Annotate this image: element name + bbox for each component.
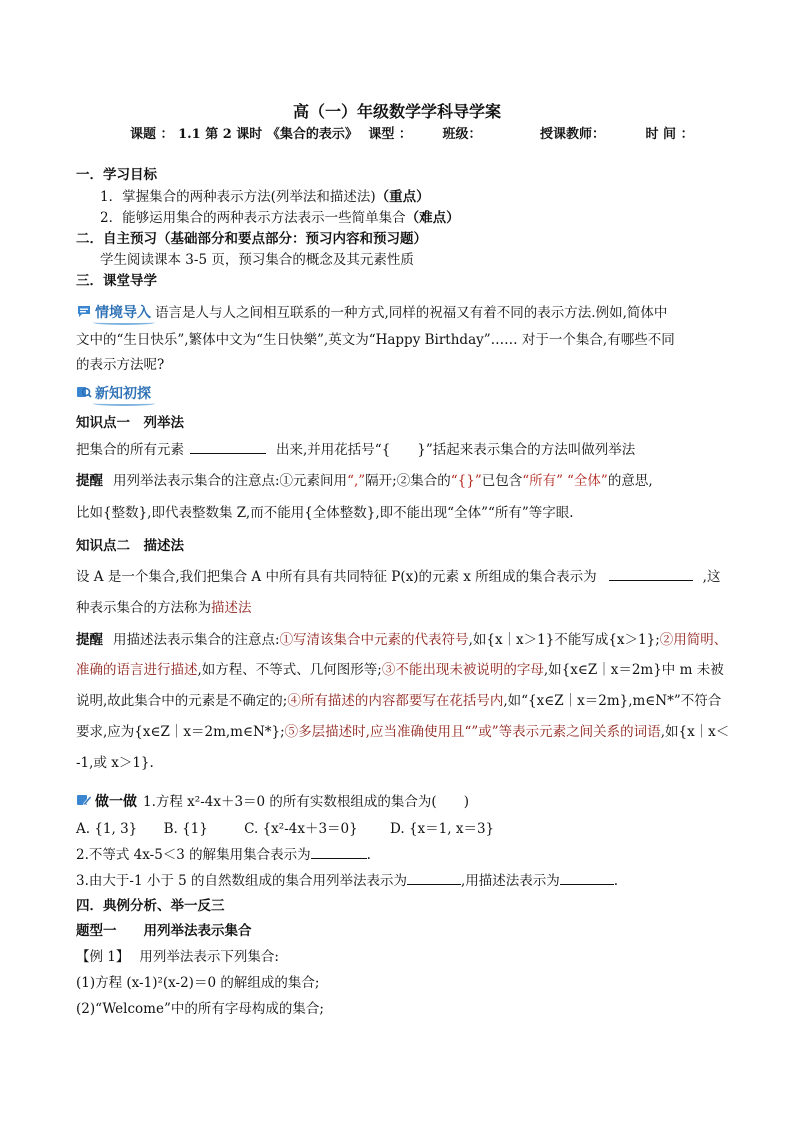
- knowledge-1-tip-1: [76, 472, 653, 490]
- practice-q3-end: .: [613, 873, 619, 889]
- knowledge-2-tip-4: [76, 723, 729, 741]
- knowledge-2-text: 种表示集合的方法称为: [76, 600, 211, 616]
- tip-text: ,如方程、不等式、几何图形等;: [197, 662, 382, 678]
- knowledge-2-line-2: [76, 599, 252, 617]
- knowledge-2-tip-3: [76, 692, 721, 710]
- tip-highlight: “”或”等表示元素之间关系的词语: [464, 724, 661, 740]
- section-3-heading: 三．课堂导学: [76, 273, 157, 289]
- example-1-item-1: (1)方程 (x-1)²(x-2)＝0 的解组成的集合;: [76, 975, 320, 991]
- knowledge-2-term: 描述法: [211, 600, 252, 616]
- tip-highlight: “{}”: [450, 473, 482, 489]
- tip-text: 的意思,: [607, 473, 653, 489]
- example-text: 用列举法表示下列集合:: [139, 949, 279, 965]
- example-1-line: [76, 948, 279, 966]
- option-c[interactable]: C. {x²-4x＋3＝0}: [244, 821, 358, 837]
- tip-highlight: “全体”: [567, 473, 608, 489]
- meta-teacher-key: 授课教师：: [539, 127, 605, 142]
- tip-text: 用描述法表示集合的注意点:: [113, 632, 280, 648]
- tip-text: 已包含: [481, 473, 523, 489]
- knowledge-1-heading: 知识点一 列举法: [76, 415, 184, 431]
- chat-icon: [76, 304, 92, 323]
- objective-1: [100, 188, 430, 206]
- objective-1-num: 1．: [100, 189, 123, 205]
- knowledge-2-heading: 知识点二 描述法: [76, 538, 184, 554]
- knowledge-2-line-1: [76, 568, 720, 586]
- objective-1-text: 掌握集合的两种表示方法(列举法和描述法): [122, 189, 376, 205]
- tip-label: 提醒: [76, 632, 103, 648]
- tip-highlight: ②用简明、: [659, 632, 728, 648]
- practice-options: [76, 820, 494, 838]
- fill-blank[interactable]: [560, 872, 614, 885]
- meta-topic-key: 课题 ：: [130, 127, 174, 142]
- knowledge-2-tip-1: [76, 631, 727, 649]
- tip-text: ,如{x｜x＜: [660, 724, 730, 740]
- knowledge-1-text-b: 出来,并用花括号“{ }”括起来表示集合的方法叫做列举法: [276, 442, 636, 458]
- intro-line-3: 的表示方法呢?: [76, 357, 165, 373]
- example-1-item-2: (2)“Welcome”中的所有字母构成的集合;: [76, 1001, 324, 1017]
- knowledge-2-text-a: 设 A 是一个集合,我们把集合 A 中所有具有共同特征 P(x)的元素 x 所组成的集合表示为: [76, 569, 597, 585]
- intro-banner: 情境导入: [95, 304, 151, 322]
- practice-q1: 1.方程 x²-4x＋3＝0 的所有实数根组成的集合为( ): [143, 794, 469, 810]
- meta-topic-value: 1.1 第 2 课时 《集合的表示》: [178, 127, 358, 142]
- tip-text: ,如“{x∈Z｜x＝2m},m∈N*”不符合: [503, 693, 722, 709]
- example-label: 【例 1】: [76, 949, 130, 965]
- tip-highlight: ④所有描述的内容都要写在花括号内: [287, 693, 504, 709]
- option-d[interactable]: D. {x＝1, x＝3}: [390, 821, 495, 837]
- lesson-meta: [130, 126, 694, 144]
- tip-highlight: ①写清该集合中元素的代表符号: [279, 632, 469, 648]
- objective-1-tag: （重点）: [375, 189, 430, 205]
- tip-text: 用列举法表示集合的注意点:①元素间用: [113, 473, 348, 489]
- intro-text-1: 语言是人与人之间相互联系的一种方式,同样的祝福又有着不同的表示方法.例如,简体中: [155, 305, 668, 321]
- type-1-heading: 题型一 用列举法表示集合: [76, 923, 252, 939]
- tip-label: 提醒: [76, 473, 103, 489]
- knowledge-1-text-a: 把集合的所有元素: [76, 442, 184, 458]
- knowledge-2-text-b: ,这: [702, 569, 721, 585]
- meta-type-key: 课型 ：: [368, 127, 412, 142]
- pencil-icon: [76, 793, 92, 812]
- practice-q1-line: [76, 793, 469, 812]
- objective-2-tag: （难点）: [405, 210, 460, 226]
- tip-text: ,如{x｜x＞1}不能写成{x＞1};: [468, 632, 660, 648]
- option-b[interactable]: B. {1}: [163, 821, 208, 837]
- practice-q3-text: 3.由大于-1 小于 5 的自然数组成的集合用列举法表示为: [76, 873, 407, 889]
- section-4-heading: 四．典例分析、举一反三: [76, 898, 225, 914]
- objective-2-num: 2．: [100, 210, 123, 226]
- objective-2-text: 能够运用集合的两种表示方法表示一些简单集合: [122, 210, 406, 226]
- knowledge-1-line: [76, 441, 635, 459]
- knowledge-2-tip-5: -1,或 x＞1}.: [76, 755, 154, 771]
- meta-time-key: 时 间 ：: [645, 127, 694, 142]
- fill-blank[interactable]: [407, 872, 461, 885]
- tip-highlight: ⑤多层描述时,应当准确使用且: [284, 724, 465, 740]
- intro-line-2: 文中的“生日快乐”,繁体中文为“生日快樂”,英文为“Happy Birthday”…… 对于一个集合,有哪些不同: [76, 332, 675, 348]
- fill-blank[interactable]: [609, 568, 693, 581]
- fill-blank[interactable]: [311, 846, 367, 859]
- section-1-heading: 一．学习目标: [76, 167, 157, 183]
- practice-q3-text-b: ,用描述法表示为: [461, 873, 560, 889]
- knowledge-1-tip-2: 比如{整数},即代表整数集 Z,而不能用{全体整数},即不能出现“全体”“所有”等字眼.: [76, 505, 574, 521]
- tip-text: 说明,故此集合中的元素是不确定的;: [76, 693, 288, 709]
- tip-highlight: “,”: [347, 473, 366, 489]
- explore-banner: 新知初探: [95, 385, 151, 403]
- practice-q3: [76, 872, 618, 890]
- fill-blank[interactable]: [190, 441, 266, 454]
- section-2-heading: 二．自主预习（基础部分和要点部分：预习内容和预习题）: [76, 231, 427, 247]
- page-title: 高（一）年级数学学科导学案: [292, 102, 501, 121]
- intro-line-1: [76, 304, 667, 323]
- meta-class-key: 班级：: [442, 127, 482, 142]
- practice-q2-end: .: [366, 847, 371, 863]
- magnifier-icon: [76, 385, 92, 404]
- practice-q2-text: 2.不等式 4x-5＜3 的解集用集合表示为: [76, 847, 311, 863]
- tip-highlight: “所有”: [522, 473, 564, 489]
- tip-text: ,如{x∈Z｜x＝2m}中 m 未被: [543, 662, 724, 678]
- knowledge-2-tip-2: [76, 661, 724, 679]
- option-a[interactable]: A. {1, 3}: [76, 821, 138, 837]
- practice-q2: [76, 846, 371, 864]
- tip-highlight: ③不能出现未被说明的字母: [381, 662, 544, 678]
- objective-2: [100, 209, 460, 227]
- explore-banner-line: [76, 385, 151, 404]
- section-2-body: 学生阅读课本 3-5 页，预习集合的概念及其元素性质: [100, 252, 414, 268]
- tip-text: 隔开;②集合的: [365, 473, 451, 489]
- practice-banner: 做一做: [95, 794, 137, 810]
- tip-text: 要求,应为{x∈Z｜x＝2m,m∈N*};: [76, 724, 285, 740]
- tip-highlight: 准确的语言进行描述: [76, 662, 198, 678]
